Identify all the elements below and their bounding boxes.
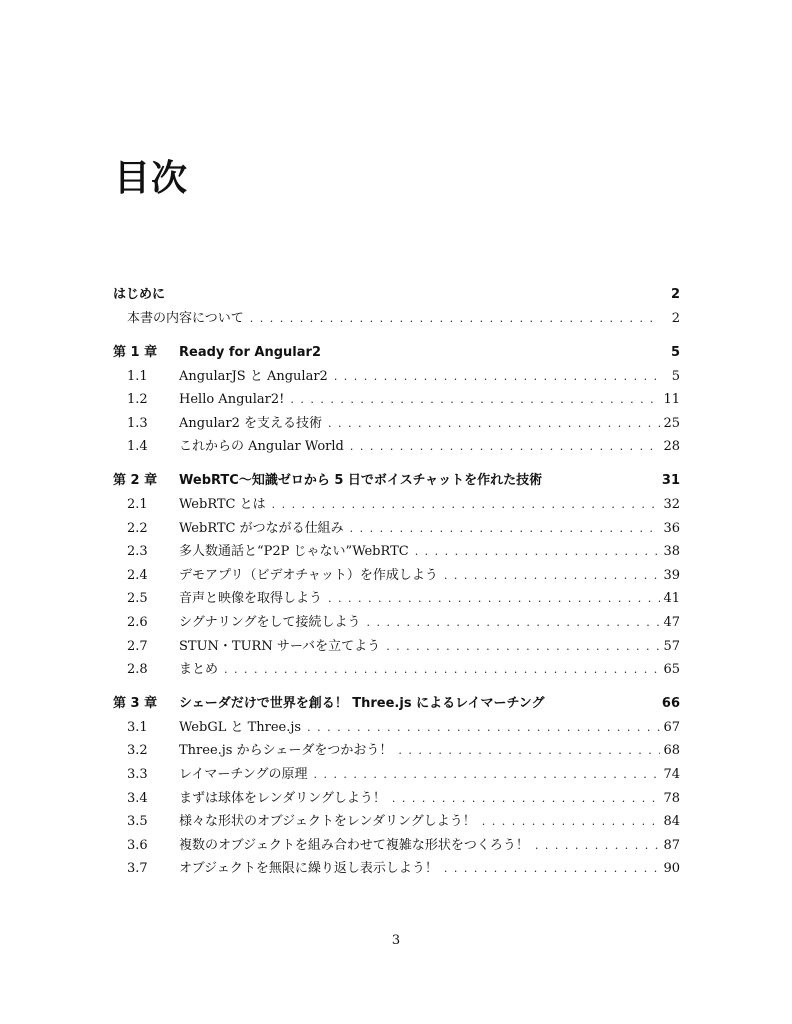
toc-entry[interactable] bbox=[113, 787, 680, 811]
entry-number: 3.4 bbox=[127, 790, 148, 806]
entry-number: 2.5 bbox=[127, 591, 148, 607]
chapter-number: 第 3 章 bbox=[113, 695, 158, 711]
toc-entry[interactable] bbox=[113, 857, 680, 881]
toc-entry[interactable] bbox=[113, 307, 680, 331]
entry-title: Angular2 を支える技術 bbox=[179, 415, 322, 431]
entry-number: 2.2 bbox=[127, 520, 148, 536]
toc-entry[interactable] bbox=[113, 388, 680, 412]
entry-number: 1.3 bbox=[127, 415, 148, 431]
entry-page: 2 bbox=[671, 311, 680, 326]
entry-page: 65 bbox=[663, 662, 680, 678]
entry-page: 74 bbox=[663, 766, 680, 782]
entry-page: 25 bbox=[663, 415, 680, 431]
entry-title: 音声と映像を取得しよう bbox=[179, 591, 323, 607]
entry-number: 1.4 bbox=[127, 439, 148, 455]
dot-leader bbox=[301, 716, 660, 740]
chapter-page: 5 bbox=[670, 344, 680, 360]
chapter-title: シェーダだけで世界を創る！ Three.js によるレイマーチング bbox=[179, 695, 545, 711]
entry-number: 3.1 bbox=[127, 719, 148, 735]
toc-entry[interactable] bbox=[113, 611, 680, 635]
toc-chapter-2 bbox=[113, 469, 680, 682]
chapter-number: 第 2 章 bbox=[113, 472, 158, 488]
chapter-heading[interactable] bbox=[113, 692, 680, 716]
entry-title: AngularJS と Angular2 bbox=[179, 368, 328, 384]
toc-entry[interactable] bbox=[113, 587, 680, 611]
toc-entry[interactable] bbox=[113, 540, 680, 564]
toc-entry[interactable] bbox=[113, 739, 680, 763]
entry-number: 2.8 bbox=[127, 662, 148, 678]
entry-page: 11 bbox=[663, 392, 680, 408]
chapter-page: 31 bbox=[661, 472, 680, 488]
entry-page: 87 bbox=[663, 837, 680, 853]
entry-number: 1.2 bbox=[127, 392, 148, 408]
page-number: 3 bbox=[391, 933, 401, 948]
entry-title: オブジェクトを無限に繰り返し表示しよう！ bbox=[179, 861, 438, 877]
dot-leader bbox=[386, 787, 660, 811]
dot-leader bbox=[307, 763, 660, 787]
entry-page: 39 bbox=[663, 567, 680, 583]
entry-title: レイマーチングの原理 bbox=[179, 766, 308, 782]
entry-page: 57 bbox=[663, 638, 680, 654]
entry-title: まとめ bbox=[179, 662, 219, 678]
entry-title: STUN・TURN サーバを立てよう bbox=[179, 638, 381, 654]
dot-leader bbox=[344, 517, 660, 541]
chapter-title: WebRTC〜知識ゼロから 5 日でボイスチャットを作れた技術 bbox=[179, 472, 543, 488]
entry-page: 67 bbox=[663, 719, 680, 735]
toc-chapter-3 bbox=[113, 692, 680, 881]
toc-entry[interactable] bbox=[113, 517, 680, 541]
entry-title: Three.js からシェーダをつかおう！ bbox=[179, 743, 393, 759]
entry-number: 3.7 bbox=[127, 861, 148, 877]
entry-title: 複数のオブジェクトを組み合わせて複雑な形状をつくろう！ bbox=[179, 837, 529, 853]
entry-page: 90 bbox=[663, 861, 680, 877]
entry-number: 2.1 bbox=[127, 496, 148, 512]
entry-page: 47 bbox=[663, 614, 680, 630]
page-title: 目次 bbox=[114, 158, 189, 199]
entry-number: 3.3 bbox=[127, 766, 148, 782]
toc-entry[interactable] bbox=[113, 834, 680, 858]
dot-leader bbox=[438, 857, 660, 881]
dot-leader bbox=[529, 834, 660, 858]
entry-title: デモアプリ（ビデオチャット）を作成しよう bbox=[179, 567, 438, 583]
entry-title: Hello Angular2! bbox=[179, 392, 285, 408]
toc-entry[interactable] bbox=[113, 564, 680, 588]
entry-number: 2.7 bbox=[127, 638, 148, 654]
entry-title: WebRTC とは bbox=[179, 496, 266, 512]
dot-leader bbox=[284, 388, 660, 412]
intro-heading[interactable] bbox=[113, 283, 680, 307]
entry-page: 38 bbox=[663, 544, 680, 560]
toc-entry[interactable] bbox=[113, 716, 680, 740]
entry-page: 32 bbox=[663, 496, 680, 512]
dot-leader bbox=[328, 365, 660, 389]
dot-leader bbox=[476, 810, 660, 834]
entry-number: 2.3 bbox=[127, 544, 148, 560]
entry-title: 多人数通話と“P2P じゃない”WebRTC bbox=[179, 544, 409, 560]
entry-page: 5 bbox=[671, 368, 680, 384]
entry-title: これからの Angular World bbox=[179, 439, 344, 455]
dot-leader bbox=[218, 658, 660, 682]
toc-entry[interactable] bbox=[113, 412, 680, 436]
dot-leader bbox=[409, 540, 660, 564]
toc-entry[interactable] bbox=[113, 810, 680, 834]
dot-leader bbox=[266, 493, 660, 517]
chapter-heading[interactable] bbox=[113, 469, 680, 493]
dot-leader bbox=[392, 739, 660, 763]
entry-title: WebRTC がつながる仕組み bbox=[179, 520, 344, 536]
entry-number: 2.4 bbox=[127, 567, 148, 583]
entry-title: 本書の内容について bbox=[127, 311, 244, 326]
dot-leader bbox=[322, 412, 660, 436]
toc-entry[interactable] bbox=[113, 435, 680, 459]
dot-leader bbox=[322, 587, 660, 611]
chapter-title: Ready for Angular2 bbox=[179, 344, 321, 360]
entry-title: WebGL と Three.js bbox=[179, 719, 302, 735]
dot-leader bbox=[438, 564, 660, 588]
chapter-heading[interactable] bbox=[113, 341, 680, 365]
dot-leader bbox=[360, 611, 660, 635]
entry-page: 41 bbox=[663, 591, 680, 607]
entry-page: 84 bbox=[663, 814, 680, 830]
dot-leader bbox=[344, 435, 660, 459]
toc-entry[interactable] bbox=[113, 763, 680, 787]
entry-number: 3.5 bbox=[127, 814, 148, 830]
intro-page: 2 bbox=[670, 287, 680, 302]
entry-title: シグナリングをして接続しよう bbox=[179, 614, 361, 630]
entry-number: 3.2 bbox=[127, 743, 148, 759]
table-of-contents bbox=[113, 283, 680, 891]
entry-page: 36 bbox=[663, 520, 680, 536]
entry-page: 28 bbox=[663, 439, 680, 455]
entry-title: まずは球体をレンダリングしよう！ bbox=[179, 790, 386, 806]
entry-page: 78 bbox=[663, 790, 680, 806]
entry-page: 68 bbox=[663, 743, 680, 759]
dot-leader bbox=[244, 307, 660, 331]
toc-entry[interactable] bbox=[113, 493, 680, 517]
chapter-page: 66 bbox=[661, 695, 680, 711]
entry-number: 1.1 bbox=[127, 368, 148, 384]
entry-number: 3.6 bbox=[127, 837, 148, 853]
entry-title: 様々な形状のオブジェクトをレンダリングしよう！ bbox=[179, 814, 476, 830]
toc-entry[interactable] bbox=[113, 365, 680, 389]
toc-intro bbox=[113, 283, 680, 331]
chapter-number: 第 1 章 bbox=[113, 344, 158, 360]
dot-leader bbox=[380, 635, 660, 659]
toc-entry[interactable] bbox=[113, 658, 680, 682]
entry-number: 2.6 bbox=[127, 614, 148, 630]
intro-title: はじめに bbox=[113, 287, 166, 302]
toc-entry[interactable] bbox=[113, 635, 680, 659]
toc-chapter-1 bbox=[113, 341, 680, 459]
